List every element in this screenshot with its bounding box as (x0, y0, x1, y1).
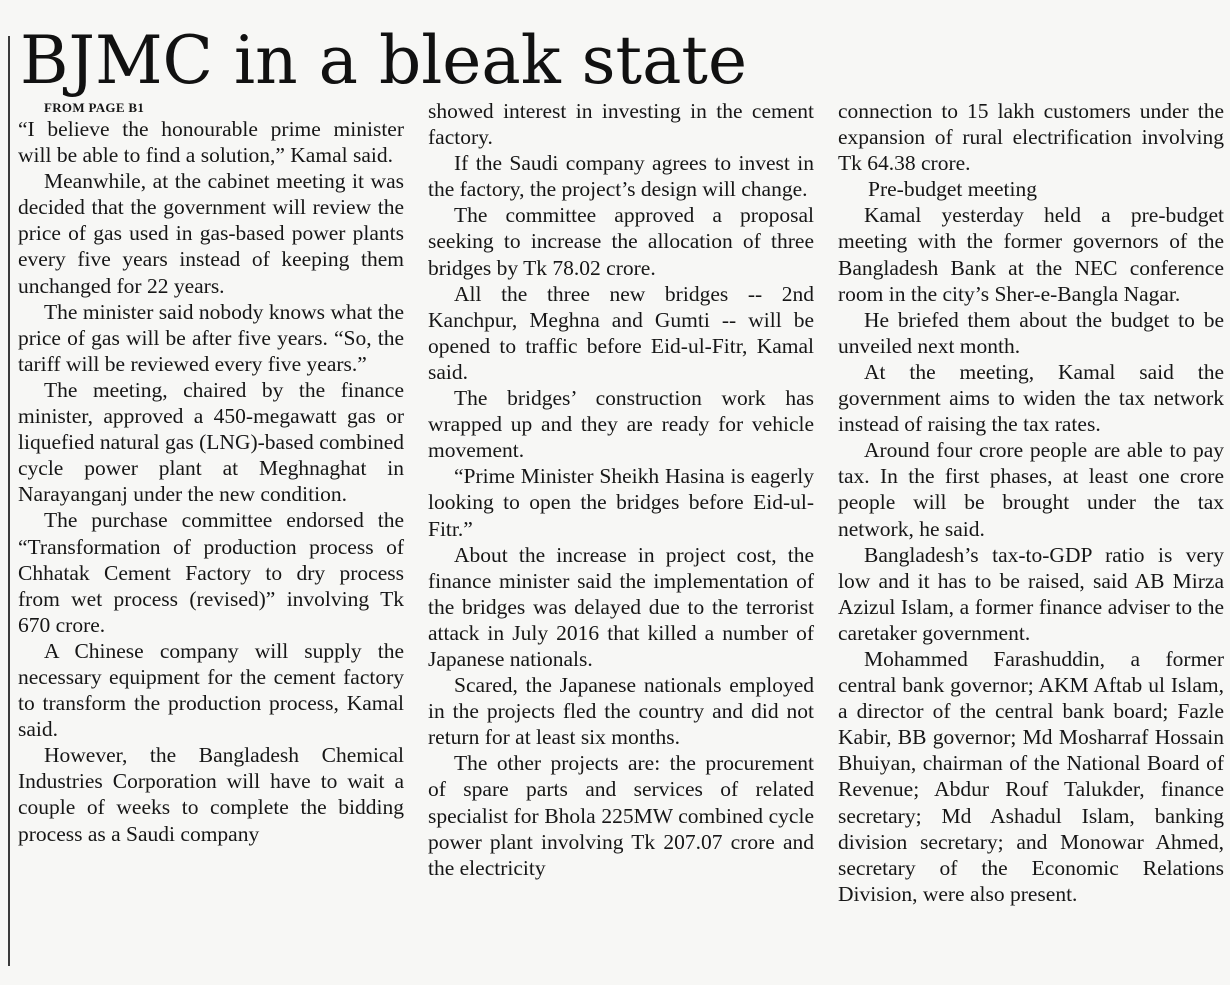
article-column-3 (838, 98, 1224, 907)
paragraph: “Prime Minister Sheikh Hasina is eagerly looking to open the bridges before Eid-ul-Fitr.” (428, 464, 814, 541)
paragraph: All the three new bridges -- 2nd Kanchpur, Meghna and Gumti -- will be opened to traffic before Eid-ul-Fitr, Kamal said. (428, 281, 814, 384)
paragraph: The other projects are: the procurement of spare parts and services of related specialist for Bhola 225MW combined cycle power plant involving Tk 207.07 crore and the electricity (428, 751, 814, 880)
paragraph: The purchase committee endorsed the “Transformation of production process of Chhatak Cement Factory to dry process from wet process (revised)” involving Tk 670 crore. (18, 508, 404, 637)
paragraph: “I believe the honourable prime minister will be able to find a solution,” Kamal said. (18, 117, 404, 168)
continuation-kicker: FROM PAGE B1 (44, 100, 145, 115)
article-column-2 (428, 98, 814, 881)
article-column-1 (18, 98, 404, 847)
paragraph: At the meeting, Kamal said the government aims to widen the tax network instead of raising the tax rates. (838, 359, 1224, 437)
paragraph: The minister said nobody knows what the price of gas will be after five years. “So, the tariff will be reviewed every five years.” (18, 299, 404, 376)
paragraph: showed interest in investing in the cement factory. (428, 99, 814, 150)
paragraph: A Chinese company will supply the necessary equipment for the cement factory to transform the production process, Kamal said. (18, 638, 404, 742)
paragraph: The meeting, chaired by the finance minister, approved a 450-megawatt gas or liquefied natural gas (LNG)-based combined cycle power plant at Meghnaghat in Narayanganj under the new condition. (18, 377, 404, 507)
paragraph: Bangladesh’s tax-to-GDP ratio is very low and it has to be raised, said AB Mirza Azizul Islam, a former finance adviser to the caretaker government. (838, 542, 1224, 645)
paragraph: If the Saudi company agrees to invest in the factory, the project’s design will change. (428, 151, 814, 202)
paragraph: He briefed them about the budget to be unveiled next month. (838, 307, 1224, 358)
paragraph: Around four crore people are able to pay tax. In the first phases, at least one crore people will be brought under the tax network, he said. (838, 438, 1224, 541)
paragraph: Meanwhile, at the cabinet meeting it was decided that the government will review the price of gas used in gas-based power plants every five years instead of keeping them unchanged for 22 years. (18, 169, 404, 298)
headline: BJMC in a bleak state (20, 22, 747, 99)
paragraph: The bridges’ construction work has wrapped up and they are ready for vehicle movement. (428, 386, 814, 463)
column-rule (8, 36, 10, 966)
paragraph: However, the Bangladesh Chemical Industries Corporation will have to wait a couple of weeks to complete the bidding process as a Saudi company (18, 743, 404, 846)
subheading: Pre-budget meeting (868, 177, 1037, 202)
paragraph: connection to 15 lakh customers under the expansion of rural electrification involving Tk 64.38 crore. (838, 99, 1224, 176)
paragraph: Mohammed Farashuddin, a former central bank governor; AKM Aftab ul Islam, a director of the central bank board; Fazle Kabir, BB governor; Md Mosharraf Hossain Bhuiyan, chairman of the National Board of Revenue; Abdur Rouf Talukder, finance secretary; Md Ashadul Islam, banking division secretary; and Monowar Ahmed, secretary of the Economic Relations Division, were also present. (838, 646, 1224, 906)
paragraph: Scared, the Japanese nationals employed in the projects fled the country and did not return for at least six months. (428, 673, 814, 750)
paragraph: The committee approved a proposal seeking to increase the allocation of three bridges by Tk 78.02 crore. (428, 203, 814, 280)
paragraph: Kamal yesterday held a pre-budget meeting with the former governors of the Bangladesh Bank at the NEC conference room in the city’s Sher-e-Bangla Nagar. (838, 203, 1224, 306)
paragraph: About the increase in project cost, the finance minister said the implementation of the bridges was delayed due to the terrorist attack in July 2016 that killed a number of Japanese nationals. (428, 542, 814, 671)
